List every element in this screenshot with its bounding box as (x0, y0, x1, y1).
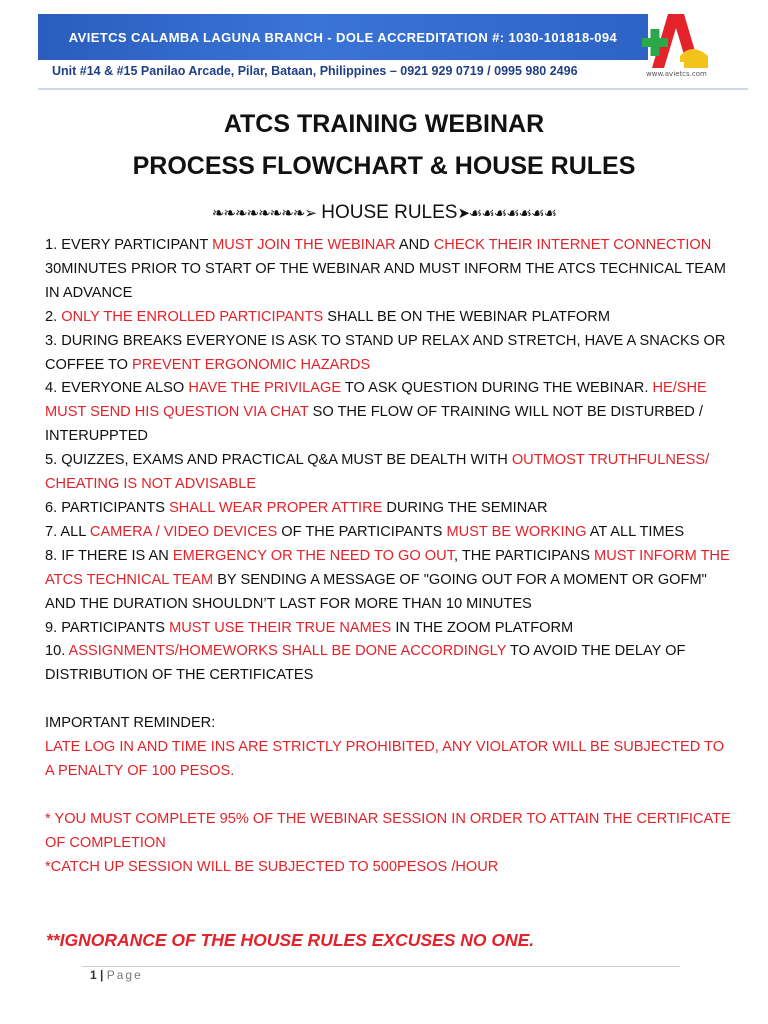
rule-text: 3. DURING BREAKS EVERYONE IS ASK TO STAND UP RELAX AND STRETCH, HAVE A SNACKS OR COFFEE TO (45, 332, 726, 373)
rule-emphasis: HAVE THE PRIVILAGE (188, 380, 342, 397)
rule-emphasis: MUST INFORM THE ATCS TECHNICAL TEAM (45, 547, 730, 588)
rule-item (45, 306, 735, 330)
late-login-warning: LATE LOG IN AND TIME INS ARE STRICTLY PROHIBITED, ANY VIOLATOR WILL BE SUBJECTED TO A PENALTY OF 100 PESOS. (45, 739, 725, 780)
rule-text: 4. EVERYONE ALSO (45, 380, 189, 397)
catch-up-note: *CATCH UP SESSION WILL BE SUBJECTED TO 500PESOS /HOUR (45, 858, 499, 875)
rule-emphasis: HE/SHE MUST SEND HIS QUESTION VIA CHAT (45, 380, 707, 421)
page-title: ATCS TRAINING WEBINAR (223, 110, 545, 138)
rule-item (45, 617, 735, 641)
rule-emphasis: MUST BE WORKING (446, 523, 587, 540)
rule-item (45, 449, 735, 497)
rule-text: DURING THE SEMINAR (382, 499, 548, 516)
rule-item (45, 521, 735, 545)
rule-emphasis: ONLY THE ENROLLED PARTICIPANTS (61, 308, 324, 325)
page-label: Page (106, 968, 143, 982)
rule-text: 1. EVERY PARTICIPANT (45, 237, 213, 253)
left-ornament-icon: ❧❧❧❧❧❧❧❧➢ (211, 205, 316, 222)
rule-text: SHALL BE ON THE WEBINAR PLATFORM (323, 308, 610, 325)
rule-text: 8. IF THERE IS AN (45, 547, 173, 564)
rule-text: 6. PARTICIPANTS (45, 499, 170, 516)
rule-emphasis: EMERGENCY OR THE NEED TO GO OUT (172, 547, 454, 564)
rule-text: 5. QUIZZES, EXAMS AND PRACTICAL Q&A MUST BE DEALTH WITH (45, 452, 512, 469)
rule-text: IN THE ZOOM PLATFORM (391, 619, 574, 636)
rule-text: 9. PARTICIPANTS (45, 619, 170, 636)
rule-emphasis: MUST USE THEIR TRUE NAMES (169, 619, 392, 636)
rule-text: AT ALL TIMES (586, 523, 685, 540)
rule-text: OF THE PARTICIPANTS (277, 523, 447, 540)
rule-text: 10. (45, 643, 69, 660)
rule-emphasis: MUST JOIN THE WEBINAR (212, 237, 396, 253)
rule-item (45, 234, 735, 306)
page-footer (90, 968, 143, 982)
reminder-label: IMPORTANT REMINDER: (45, 715, 216, 732)
rule-item (45, 640, 735, 688)
rule-emphasis: CHECK THEIR INTERNET CONNECTION (433, 237, 712, 253)
rule-text: 30MINUTES PRIOR TO START OF THE WEBINAR AND MUST INFORM THE ATCS TECHNICAL TEAM IN ADVANCE (45, 260, 726, 301)
banner-text: AVIETCS CALAMBA LAGUNA BRANCH - DOLE ACCREDITATION #: 1030-101818-094 (68, 29, 618, 45)
house-rules-heading (0, 202, 768, 224)
rule-text: BY SENDING A MESSAGE OF "GOING OUT FOR A MOMENT OR GOFM" AND THE DURATION SHOULDN’T LAST FOR MORE THAN 10 MINUTES (45, 571, 707, 612)
spacer (45, 688, 735, 712)
page-number: 1 (90, 968, 97, 982)
rule-item (45, 377, 735, 449)
header-address: Unit #14 & #15 Panilao Arcade, Pilar, Bataan, Philippines – 0921 929 0719 / 0995 980 2496 (52, 64, 578, 78)
rules-content (45, 234, 735, 880)
rule-emphasis: OUTMOST TRUTHFULNESS/ CHEATING IS NOT ADVISABLE (45, 452, 710, 493)
rule-text: AND (395, 237, 434, 253)
final-note: **IGNORANCE OF THE HOUSE RULES EXCUSES NO ONE. (46, 930, 535, 950)
rule-text: 7. ALL (45, 523, 90, 540)
footer-divider (82, 966, 680, 967)
rule-text: TO ASK QUESTION DURING THE WEBINAR. (341, 380, 653, 397)
spacer (45, 784, 735, 808)
right-ornament-icon: ➤☙☙☙☙☙☙☙ (457, 205, 557, 222)
rule-item (45, 545, 735, 617)
rule-item (45, 497, 735, 521)
header-banner (38, 14, 648, 60)
rule-text: TO AVOID THE DELAY OF DISTRIBUTION OF THE CERTIFICATES (45, 643, 686, 684)
rule-item (45, 330, 735, 378)
rule-text: 2. (45, 308, 62, 325)
header-divider (38, 88, 748, 90)
completion-note: * YOU MUST COMPLETE 95% OF THE WEBINAR SESSION IN ORDER TO ATTAIN THE CERTIFICATE OF COMPLETION (45, 810, 731, 851)
footer-separator: | (96, 968, 107, 982)
rule-text: , THE PARTICIPANS (454, 547, 595, 564)
rule-emphasis: PREVENT ERGONOMIC HAZARDS (132, 356, 371, 373)
rule-emphasis: SHALL WEAR PROPER ATTIRE (169, 499, 383, 516)
logo-url: www.avietcs.com (646, 70, 707, 78)
page-subtitle: PROCESS FLOWCHART & HOUSE RULES (132, 152, 636, 180)
house-rules-title: HOUSE RULES (315, 202, 458, 223)
rule-emphasis: CAMERA / VIDEO DEVICES (89, 523, 278, 540)
rule-emphasis: ASSIGNMENTS/HOMEWORKS SHALL BE DONE ACCORDINGLY (68, 643, 507, 660)
rule-text: SO THE FLOW OF TRAINING WILL NOT BE DISTURBED / INTERUPPTED (45, 404, 703, 445)
